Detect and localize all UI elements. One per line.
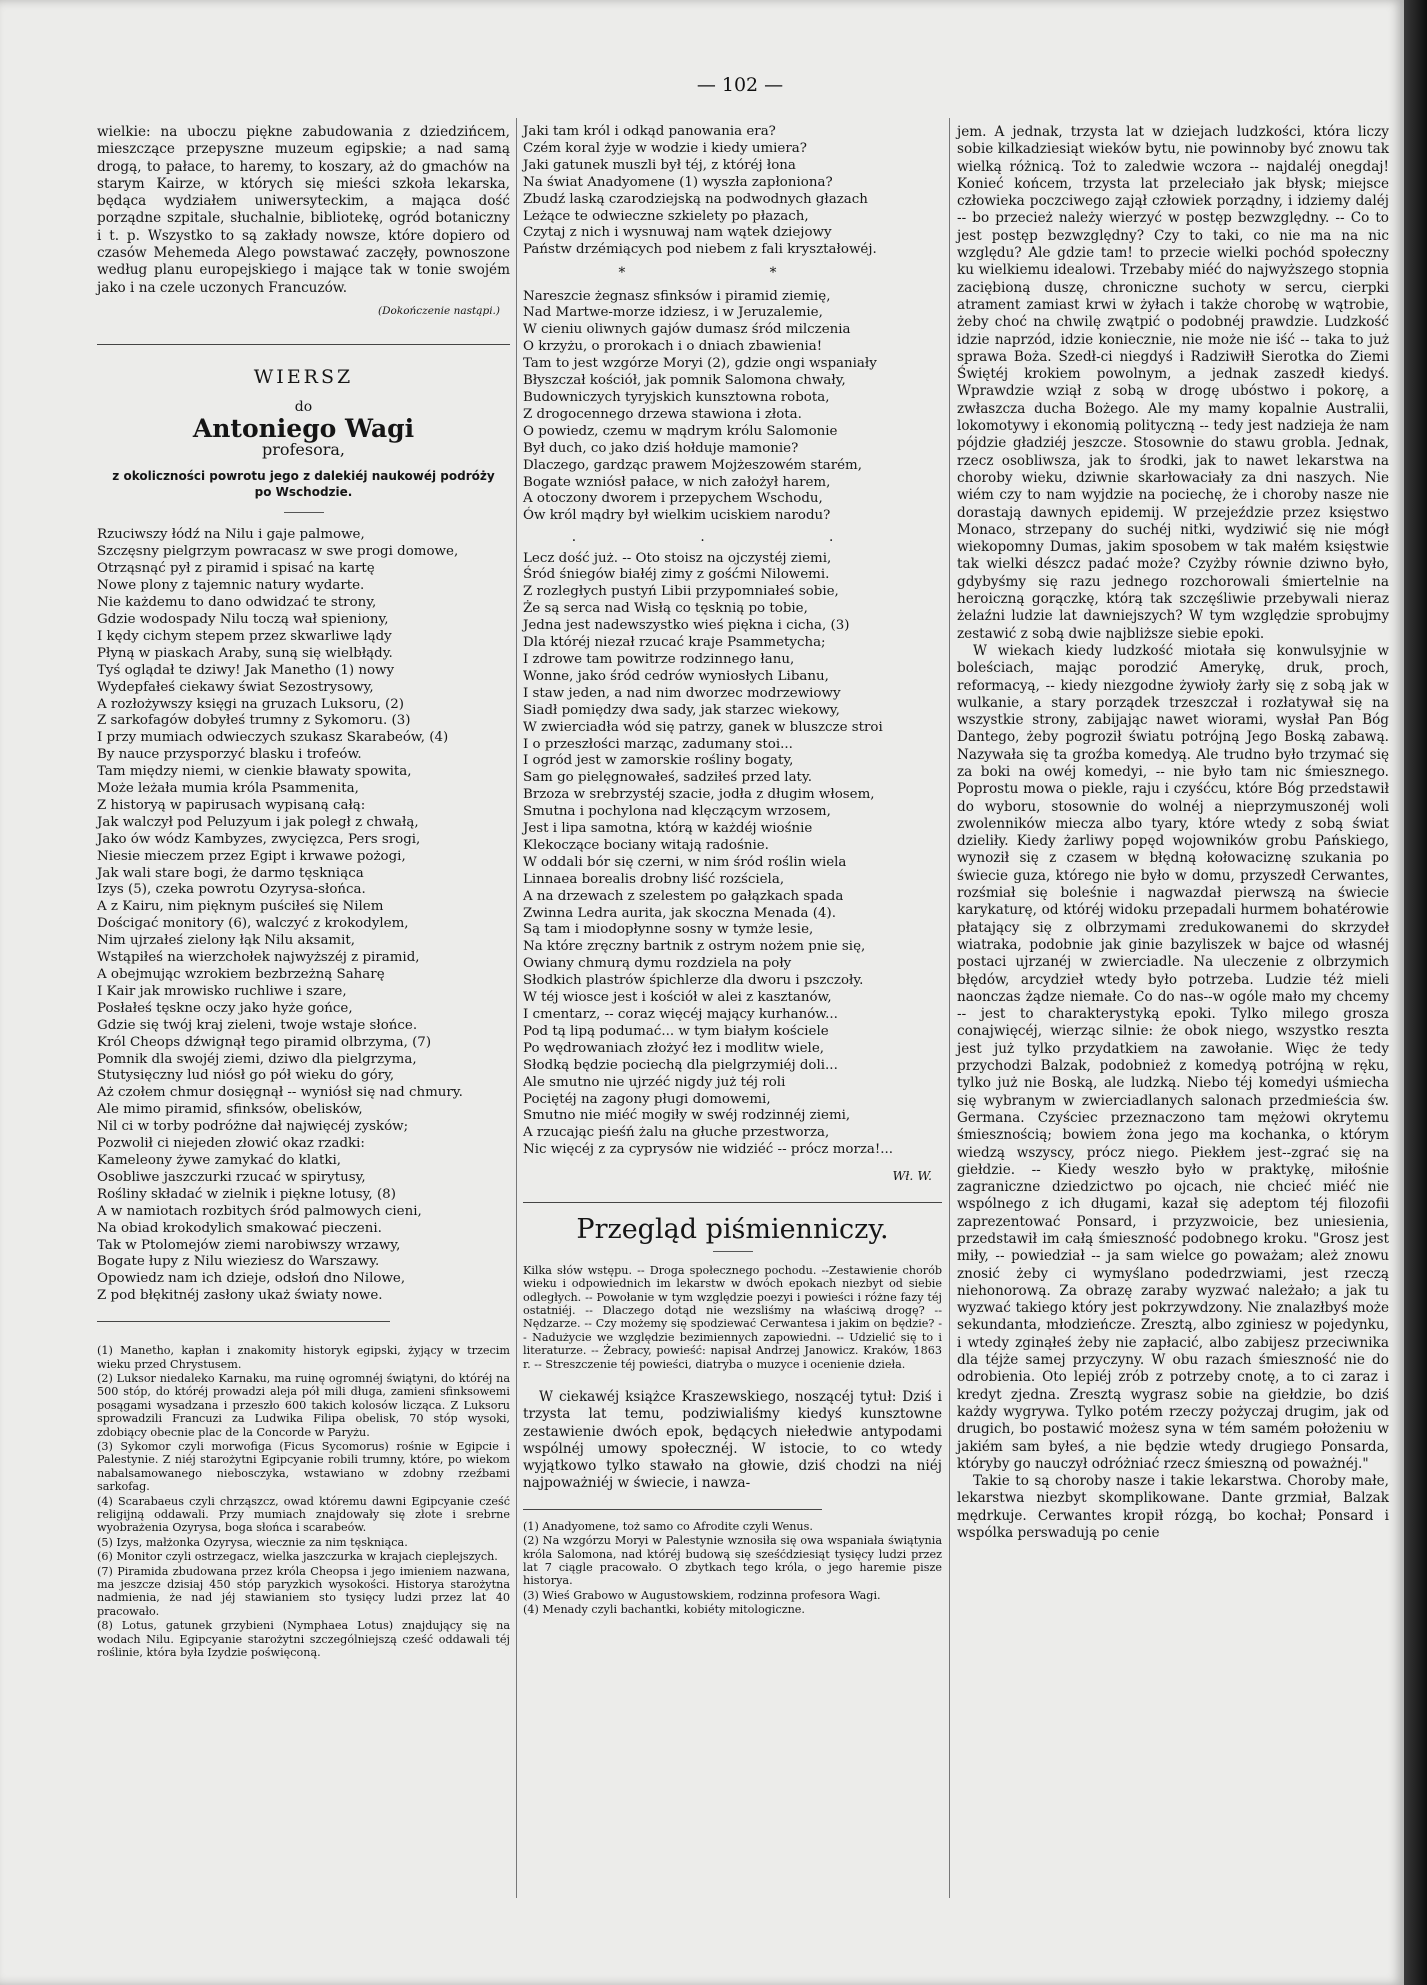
poem-line: Z pod błękitnéj zasłony ukaż światy nowe. [97,1288,383,1304]
footnote-divider [97,1321,390,1322]
poem-line: Ale smutno nie ujrzéć nigdy już téj roli [523,1074,786,1090]
poem-title: WIERSZ [253,366,354,389]
poem-line: Wydepfałeś ciekawy świat Sezostrysowy, [97,679,374,695]
poem-line: Siadł pomiędzy dwa sady, jak starzec wiekowy, [523,702,840,718]
poem-line: Nic więcéj z za cyprysów nie widziéć -- prócz morza!... [523,1142,894,1158]
poem-line: Gdzie się twój kraj zieleni, twoje wstaje słońce. [97,1017,418,1033]
poem-body-part-c [523,551,942,1160]
poem-line: Nareszcie żegnasz sfinksów i piramid ziemię, [523,288,831,304]
poem-line: Z historyą w papirusach wypisaną całą: [97,797,366,813]
poem-line: Aż czołem chmur dosięgnął -- wyniósł się nad chmury. [97,1085,463,1101]
footnote: (5) Izys, małżonka Ozyrysa, wiecznie za nim tęskniąca. [97,1535,408,1549]
footnote: (1) Manetho, kapłan i znakomity historyk egipski, żyjący w trzecim wieku przed Chrystusem. [97,1344,510,1371]
poem-line: Słodką będzie pociechą dla pielgrzymiéj doli... [523,1057,838,1073]
article-paragraph: Takie to są choroby nasze i takie lekarstwa. Choroby małe, lekarstwa niezbyt skomplikowane. Dante grzmiał, Balzak mędrkuje. Cerwantes kropił rózgą, bo kochał; Ponsard i wspólka perswadują po cenie [957,1473,1389,1542]
poem-line: A na drzewach z szelestem po gałązkach spada [523,888,844,904]
poem-line: Posłałeś tęskne oczy jako hyże gońce, [97,1000,353,1016]
poem-line: W oddali bór się czerni, w nim śród roślin wiela [523,854,847,870]
poem-line: Nie każdemu to dano odwidzać te strony, [97,595,377,611]
article-continuation-text: wielkie: na uboczu piękne zabudowania z dziedzińcem, mieszczące przepyszne muzeum egipskie; a nad samą drogą, to pałace, to haremy, to koszary, aż do gmachów na starym Kairze, w których się mieści szkoła lekarska, będąca wydziałem uniwersyteckim, a mająca dość porządne szpitale, słuchalnie, bibliotekę, ogród botaniczny i t. p. Wszystko to są zakłady nowsze, które dopiero od czasów Mehemeda Alego powstawać zaczęły, pownoszone według planu europejskiego i mające tak w tonie swojém jako i na czele uczonych Francuzów. [97,124,510,296]
poem-line: Państw drzémiących pod niebem z fali kryształowéj. [523,242,877,258]
poem-line: Z sarkofagów dobyłeś trumny z Sykomoru. (3) [97,713,411,729]
poem-line: Lecz dość już. -- Oto stoisz na ojczystéj ziemi, [523,550,832,566]
poem-line: Pomnik dla swojéj ziemi, dziwo dla pielgrzyma, [97,1051,417,1067]
page-number-value: 102 [721,74,759,96]
section-title: Przegląd piśmienniczy. [576,1214,889,1246]
column-1 [97,124,510,1660]
poem-line: Był duch, co jako dziś hołduje mamonie? [523,440,799,456]
poem-line: Pociętéj na zagony pługi domowemi, [523,1091,771,1107]
poem-line: Gdzie wodospady Nilu toczą wał spieniony, [97,611,389,627]
footnote: (1) Anadyomene, toż samo co Afrodite czyli Wenus. [523,1519,813,1533]
page-number: — 102 — [696,74,784,96]
footnote: (4) Scarabaeus czyli chrząszcz, owad któremu dawni Egipcyanie cześć religijną oddawali. Przy mumiach znajdowały się złote i srebrne wyobrażenia Ozyrysa, boga słońca i scarabeów. [97,1494,510,1535]
footnotes [97,1344,510,1659]
column-rule [949,118,950,1898]
poem-line: I przy mumiach odwieczych szukasz Skarabeów, (4) [97,730,449,746]
poem-line: Jedna jest nadewszystko wieś piękna i cicha, (3) [523,618,850,634]
poem-line: By nauce przysporzyć blasku i trofeów. [97,747,362,763]
poem-line: I zdrowe tam powitrze rodzinnego łanu, [523,651,795,667]
poem-line: Król Cheops dźwignął tego piramid olbrzyma, (7) [97,1034,432,1050]
section-divider [97,344,510,345]
poem-line: Na obiad krokodylich smakować pieczeni. [97,1220,382,1236]
poem-line: Z rozległych pustyń Libii przypomniałeś sobie, [523,584,839,600]
footnote-divider [523,1509,822,1510]
poem-line: I o przeszłości marząc, zadumany stoi... [523,736,793,752]
poem-line: O powiedz, czemu w mądrym królu Salomonie [523,423,838,439]
poem-line: Zbudź laską czarodziejską na podwodnych głazach [523,191,868,207]
footnote: (6) Monitor czyli ostrzegacz, wielka jaszczurka w krajach cieplejszych. [97,1550,498,1564]
poem-line: Izys (5), czeka powrotu Ozyrysa-słońca. [97,882,366,898]
poem-line: Śród śniegów białéj zimy z gośćmi Nilowemi. [523,567,830,583]
poem-line: Z drogocennego drzewa stawiona i złota. [523,406,802,422]
footnote: (3) Sykomor czyli morwofiga (Ficus Sycomorus) rośnie w Egipcie i Palestynie. Z niéj starożytni Egipcyanie robili trumny, które, po wiekom nabalsamowanego niebosczyka, wstawiano w zdobny rzeźbami sarkofag. [97,1439,510,1494]
poem-signature: Wł. W. [892,1168,932,1184]
poem-line: Leżące te odwieczne szkielety po płazach, [523,208,809,224]
poem-occasion: z okoliczności powrotu jego z dalekiéj naukowéj podróży po Wschodzie. [112,469,495,500]
poem-line: Słodkich plastrów śpichlerze dla dworu i pszczoły. [523,973,864,989]
column-rule [516,118,517,1898]
poem-line: Że są serca nad Wisłą co tęsknią po tobie, [523,601,808,617]
article-body-paragraph: W ciekawéj książce Kraszewskiego, noszącéj tytuł: Dziś i trzysta lat temu, podziwialiśmy kiedyś kunsztowne zestawienie dwóch epok, będących niełedwie antypodami wspólnéj umowy społecznéj. W istocie, to co wtedy wyjątkowo tylko stawało na głowie, dziś chodzi na niéj najpoważniéj w świecie, i nawza- [523,1389,942,1492]
poem-line: Bogate łupy z Nilu wieziesz do Warszawy. [97,1254,380,1270]
poem-line: Tam to jest wzgórze Moryi (2), gdzie ongi wspaniały [523,356,877,372]
poem-line: I ogród jest w zamorskie rośliny bogaty, [523,753,794,769]
poem-line: Może leżała mumia króla Psammenita, [97,781,359,797]
poem-line: A otoczony dworem i przepychem Wschodu, [523,491,823,507]
poem-recipient-title: profesora, [261,440,346,460]
poem-line: Linnaea borealis drobny liść rozściela, [523,871,785,887]
poem-line: Otrząsnąć pył z piramid i spisać na kartę [97,561,375,577]
article-paragraph: W wiekach kiedy ludzkość miotała się konwulsyjnie w boleściach, mając porodzić Amerykę, druk, proch, reformacyą, -- kiedy niezgodne żywioły żarły się z sobą jak w wulkanie, a stary porządek trzeszczał i rozłatywał się na wszystkie strony, zabijając nawet wiorami, wysłał Pan Bóg Dantego, żeby pogroził światu potrójną Jego Boską zabawą. Nazywała się ta groźba komedyą. Ale trudno było trzymać się za boki na owéj komedyi, -- nie było tam nic śmiesznego. Poprostu mowa o piekle, raju i czyśćcu, które Bóg przedstawił do wyboru, stosownie do wolnéj a nieprzymuszonéj woli zwolenników miecza albo tyary, które wtedy z sobą świat dzieliły. Kiedy żarliwy popęd wojowników grobu Pańskiego, wynoził się z czasem w błędną kołowaciznę szukania po świecie guza, którego nie było w domu, przyszedł Cerwantes, rozśmiał się boleśnie i nagwazdał pierwszą na świecie karykaturę, od któréj widoku przepadali hurmem bohatérowie płatający się z olbrzymami zredukowanemi do skrzydeł wiatraka, podobnie jak ginie bazyliszek w bajce od własnéj postaci ujrzanéj w zwierciadle. Na uleczenie z olbrzymich błędów, arcydzieł wtedy było potrzeba. Ludzie téż mieli naonczas żądze niemałe. Co do nas--w ogóle mało my chcemy -- jest to charakterystyką epoki. Tylko milego grosza conajwięcéj, wierząc silnie: że obok niego, wszystko reszta jest już tylko przydatkiem na zawołanie. Więc że tedy przychodzi Balzak, podobnież z komedyą potrójną w ręku, tylko już nie Boską, ale ludzką. Niebo téj komedyi uśmiecha się wybranym w zwierciadlanych salonach przedmieścia św. Germana. Czyściec przeznaczono tam mężowi okrytemu śmiesznością; bowiem żona jego ma kochanka, o którym wiedzą wszyscy, prócz niego. Piekłem jest--zgrać się na giełdzie. -- Kiedy weszło było w praktykę, miłośnie zagraniczne dziedzictwo po ojcach, nie chcieć miéć nie wspólnego z ich długami, kazał się adeptom téj filozofii zaprezentować Ponsard, i przyzwoicie, bez uniesienia, przedstawił im całą śmieszność podobnego kroku. "Grosz jest miły, -- powiedział -- ja sam wielce go poważam; ależ znowu znosić żeby ci wymyślano podedrzwiami, jest rzeczą niehonorową. Za obrazę zaraby wyzwać należało; a jak tu wyzwać takiego który jest pokrzywdzony. Nie znalazłbyś może sekundanta, młodzieńcze. Zresztą, albo zginiesz w pojedynku, i wtedy zginąłeś żeby nie zapłacić, albo zabijesz przeciwnika dla téjże samej przyczyny. W obu razach śmieszność nie do odrobienia. Oto lepiéj zrób z potrzeby cnotę, a to ci zaraz i kredyt zjedna. Zresztą wygrasz sobie na giełdzie, bo dziś każdy wygrywa. Tylko potém rzeczy pożyczaj drugim, jak od drugich, bo postawić możesz syna w tém samém położeniu w jakiém sam byłeś, a nie będzie wtedy drugiego Ponsarda, któryby go nauczył odróżniać rzecz śmieszną od poważnéj." [957,642,1389,1472]
poem-line: Brzoza w srebrzystéj szacie, jodła z długim włosem, [523,787,875,803]
poem-line: Smutna i pochylona nad klęczącym wrzosem, [523,804,831,820]
poem-line: O krzyżu, o prorokach i o dniach zbawienia! [523,339,823,355]
poem-line: Szczęsny pielgrzym powracasz w swe progi domowe, [97,544,459,560]
poem-line: Czytaj z nich i wysnuwaj nam wątek dziejowy [523,225,832,241]
poem-line: A rzucając pieśń żalu na głuche przestworza, [523,1125,830,1141]
poem-line: Jako ów wódz Kambyzes, zwycięzca, Pers srogi, [97,831,421,847]
poem-recipient: Antoniego Wagi [192,413,415,443]
poem-line: Opowiedz nam ich dzieje, odsłoń dno Nilowe, [97,1271,406,1287]
footnote: (3) Wieś Grabowo w Augustowskiem, rodzinna profesora Wagi. [523,1588,881,1602]
poem-line: A z Kairu, nim pięknym puściłeś się Nilem [97,899,384,915]
poem-line: Tak w Ptolomejów ziemi narobiwszy wrzawy, [97,1237,401,1253]
poem-line: Jak wali stare bogi, że darmo tęskniąca [97,865,364,881]
poem-line: Rośliny składać w zielnik i piękne lotusy, (8) [97,1186,396,1202]
poem-line: Ale mimo piramid, sfinksów, obelisków, [97,1102,363,1118]
poem-line: I Kair jak mrowisko ruchliwe i szare, [97,983,347,999]
poem-line: Smutno nie miéć mogiły w swéj rodzinnéj ziemi, [523,1108,851,1124]
poem-line: Dla któréj niezał rzucać kraje Psammetycha; [523,635,826,651]
poem-body [97,527,510,1305]
poem-line: Ów król mądry był wielkim uciskiem narodu? [523,508,831,524]
poem-line: Zwinna Ledra aurita, jak skoczna Menada (4). [523,905,836,921]
poem-line: Są tam i miodopłynne sosny w tymże lesie, [523,922,814,938]
poem-dedication-to: do [294,398,313,415]
poem-line: Dlaczego, gardząc prawem Mojżeszowém starém, [523,457,862,473]
poem-line: Owiany chmurą dymu rozdziela na poły [523,956,792,972]
article-summary: Kilka słów wstępu. -- Droga społecznego pochodu. --Zestawienie chorób wieku i odpowiednich im lekarstw w dwóch epokach niezbyt od siebie odległych. -- Powołanie w tym względzie poezyi i powieści i różne fazy téj ostatniéj. -- Dlaczego dotąd nie wezsliśmy na właściwą drogę? -- Nędzarze. -- Czy możemy się spodziewać Cerwantesa i jakim on będzie? -- Nadużycie we względzie bezimiennych zapowiedni. -- Udzielić się to i literaturze. -- Żebracy, powieść: napisał Andrzej Janowicz. Kraków, 1863 r. -- Streszczenie téj powieści, diatryba o muzyce i ocenienie dzieła. [523,1263,942,1371]
poem-line: Jaki gatunek muszli był téj, z któréj łona [523,157,796,173]
poem-line: Wonne, jako śród cedrów wyniosłych Libanu, [523,668,829,684]
short-divider [713,1251,753,1252]
poem-line: Wstąpiłeś na wierzchołek najwyższéj z piramid, [97,950,420,966]
poem-line: I cmentarz, -- coraz więcéj mający kurhanów... [523,1007,838,1022]
poem-line: Nil ci w torby podróżne dał najwięcéj zysków; [97,1119,409,1135]
poem-line: Nim ujrzałeś zielony łąk Nilu aksamit, [97,933,356,949]
poem-body-part-b [523,289,942,526]
footnotes [523,1520,942,1617]
section-divider [523,1202,942,1203]
footnote: (7) Piramida zbudowana przez króla Cheopsa i jego imieniem nazwana, ma jeszcze dzisiaj 450 stóp paryzkich wysokości. Historya starożytna nadmienia, że nad jéj stawianiem sto tysięcy ludzi przez lat 40 pracowało. [97,1564,510,1618]
poem-line: Jest i lipa samotna, którą w każdéj wiośnie [523,821,813,837]
column-2 [523,124,942,1618]
poem-line: Tyś oglądał te dziwy! Jak Manetho (1) nowy [97,662,395,678]
footnote: (2) Na wzgórzu Moryi w Palestynie wznosiła się owa wspaniała świątynia króla Salomona, nad któréj budową się sześćdziesiąt tysięcy ludzi przez lat 7 ciągle pracowało. O zbytkach tego króla, o jego haremie pisze historya. [523,1534,942,1588]
poem-line: Jak walczył pod Peluzyum i jak poległ z chwałą, [97,814,419,830]
footnote: (4) Menady czyli bachantki, kobiéty mitologiczne. [523,1603,805,1617]
poem-line: I staw jeden, a nad nim dworzec modrzewiowy [523,685,841,701]
poem-line: Kameleony żywe zamykać do klatki, [97,1152,342,1168]
poem-line: Bogate wzniósł pałace, w nich założył harem, [523,474,831,490]
page-binding-edge [1404,0,1427,1985]
poem-line: W zwierciadła wód się patrzy, ganek w bluszcze stroi [523,719,883,735]
poem-line: Dościgać monitory (6), walczyć z krokodylem, [97,916,409,932]
footnote: (8) Lotus, gatunek grzybieni (Nymphaea Lotus) znajdujący się na wodach Nilu. Egipcyanie starożytni szczególniejszą cześć oddawali téj roślinie, która była Izydzie poświęconą. [97,1619,510,1660]
poem-line: Sam go pielęgnowałeś, sadziłeś przed laty. [523,770,812,786]
poem-line: A obejmując wzrokiem bezbrzeżną Saharę [97,967,385,983]
poem-line: Rzuciwszy łódź na Nilu i gaje palmowe, [97,527,365,543]
poem-line: Klekoczące bociany witają radośnie. [523,837,769,853]
poem-line: Pod tą lipą podumać... w tym białym kościele [523,1023,829,1039]
poem-line: W téj wiosce jest i kościół w alei z kasztanów, [523,990,832,1006]
poem-line: A rozłożywszy księgi na gruzach Luksoru, (2) [97,696,404,712]
poem-line: Pozwolił ci niejeden złowić okaz rzadki: [97,1136,365,1152]
poem-stanza-break: * * [618,265,847,282]
to-be-continued-note: (Dokończenie nastąpi.) [378,304,500,317]
poem-line: A w namiotach rozbitych śród palmowych cieni, [97,1203,422,1219]
column-3 [957,124,1389,1542]
poem-line: Czém koral żyje w wodzie i kiedy umiera? [523,140,807,156]
poem-body-part-a [523,124,942,259]
poem-line: Budowniczych tyryjskich kunsztowna robota, [523,389,830,405]
poem-line: Tam między niemi, w cienkie bławaty spowita, [97,764,412,780]
poem-line: Po wędrowaniach złożyć łez i modlitw wiele, [523,1040,825,1056]
poem-line: Płyną w piaskach Araby, suną się wielbłądy. [97,645,393,661]
poem-line: Osobliwe jaszczurki rzucać w spirytusy, [97,1169,366,1185]
poem-line: Nowe plony z tajemnic natury wydarte. [97,578,365,594]
poem-line: Nad Martwe-morze idziesz, i w Jeruzalemie, [523,305,823,321]
poem-line: Niesie mieczem przez Egipt i krwawe pożogi, [97,848,406,864]
footnote: (2) Luksor niedaleko Karnaku, ma ruinę ogromnéj świątyni, do któréj na 500 stóp, do któréj prowadzi aleja pół mili długa, zamieni sfinksowemi posągami wysadzana i przeszło 600 takich kolosów licząca. Z Luksoru sprowadzili Francuzi za Ludwika Filipa obelisk, 70 stóp wysoki, zdobiący obecnie plac de la Concorde w Paryżu. [97,1371,510,1439]
poem-line: I kędy cichym stepem przez skwarliwe lądy [97,628,392,644]
poem-line: Na świat Anadyomene (1) wyszła zapłoniona? [523,174,833,190]
poem-line: Jaki tam król i odkąd panowania era? [523,124,776,139]
poem-line: Na które zręczny bartnik z ostrym nożem pnie się, [523,939,866,955]
short-divider [284,512,324,513]
poem-line: W cieniu oliwnych gajów dumasz śród milczenia [523,322,851,338]
article-paragraph: jem. A jednak, trzysta lat w dziejach ludzkości, która liczy sobie kilkadziesiąt wieków bytu, nie powinnoby być znowu tak wielką różnicą. Toż to zaledwie wczora -- najdaléj onegdaj! Konieć końcem, trzysta lat przeleciało jak błysk; miejsce człowieka poczciwego zajął człowiek porządny, i idziemy daléj -- bo przecież należy wierzyć w postęp bezwzględny. -- Co to jest postęp bezwzględny? Czy to taki, co nie ma na nic względu? Ale gdzie tam! to przecie wielki pochód społeczny ku wielkiemu idealowi. Trzebaby miéć do najwyższego stopnia zaciębioną duszę, chroniczne suchoty w sercu, cierpki atrament zamiast krwi w żyłach i także chorobę w wątrobie, żeby choć na chwilę zwątpić o podobnéj prawdzie. Ludzkość idzie naprzód, idzie koniecznie, nie może nie iść -- taka to już sprawa Boża. Szedł-ci niegdyś i Radziwiłł Sierotka do Ziemi Świętéj krokiem powolnym, a jednak zaszedł kiedyś. Wprawdzie wziął z sobą w drogę ubóstwo i pokorę, a zwłaszcza ducha Bożego. Ale my mamy kopalnie Australii, lokomotywy i ekonomią polityczną -- tedy jest nadzieja że nam pójdzie gładziéj jeszcze. Stosownie do stawu grobla. Jednak, rzecz osobliwsza, jak to środki, jak to nawet lekarstwa na choroby wieku, dziwnie skarłowaciały za dni naszych. Nie wiém czy to nam wyjdzie na pociechę, że i choroby nasze nie dorastają dawnych epidemij. W przejeździe przez księstwo Monaco, strzepany do suchéj nitki, wydziwić się nie mógł wiekopomny Dumas, jakim sposobem w tak małém księstwie tak wielki dészcz padać może? Czyżby równie dziwno było, gdybyśmy się razu jednego rozchorowali śmiertelnie na heroiczną gorączkę, którą tak szczęśliwie przebywali nieraz żelaźni ludzie lat dawniejszych? W tym względzie sprobujmy zestawić z sobą dwie najbliższe siebie epoki. [957,124,1389,642]
poem-ellipsis-break: . . . [571,529,894,546]
poem-line: Stutysięczny lud niósł go pół wieku do góry, [97,1068,395,1084]
poem-line: Błyszczał kościół, jak pomnik Salomona chwały, [523,373,846,389]
